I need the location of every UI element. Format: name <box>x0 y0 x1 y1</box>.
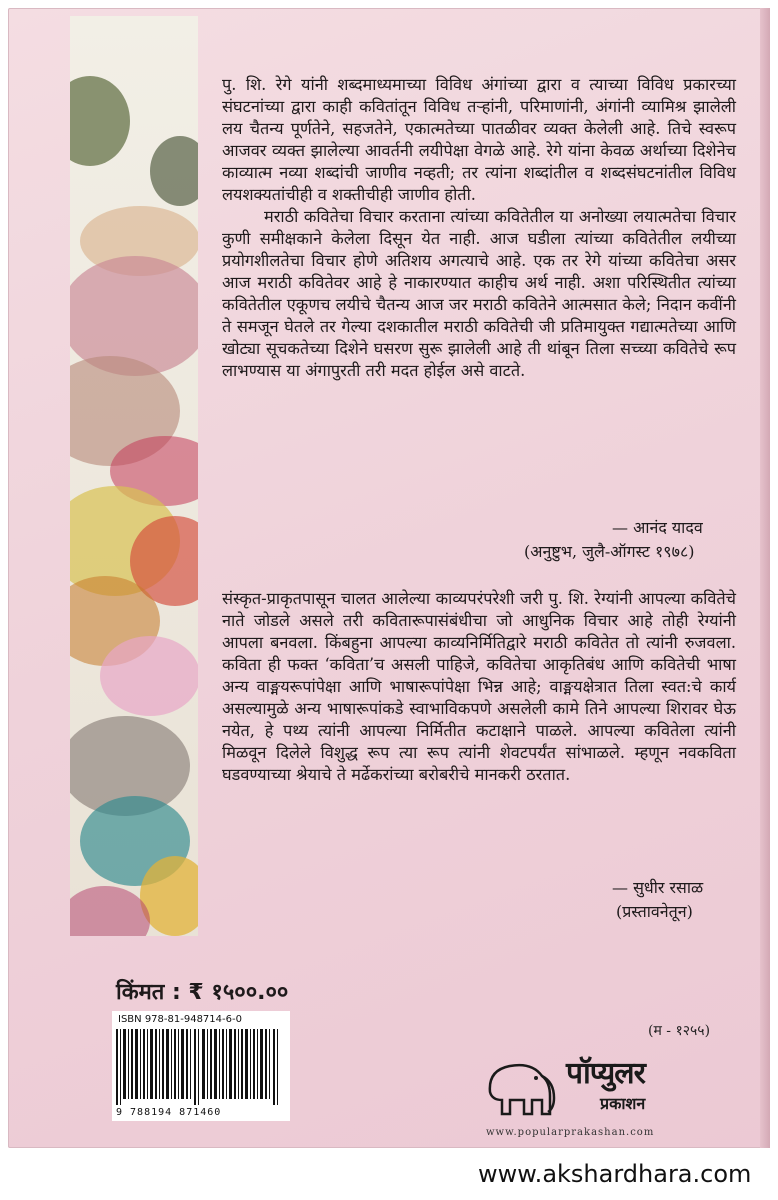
review-2-paragraph-1: संस्कृत-प्राकृतपासून चालत आलेल्या काव्यपरंपरेशी जरी पु. शि. रेग्यांनी आपल्या कवितेचे नाते जोडले असले तरी कवितारूपासंबंधीचा जो आधुनिक विचार आहे तोही रेग्यांनी आपला बनवला. किंबहुना आपल्या काव्यनिर्मितिद्वारे मराठी कवितेत तो त्यांनी रुजवला. कविता ही फक्त ‘कविता’च असली पाहिजे, कवितेचा आकृतिबंध आणि कवितेची भाषा अन्य वाङ्मयरूपांपेक्षा आणि भाषारूपांपेक्षा भिन्न आहे; वाङ्मयक्षेत्रात तिला स्वत:चे कार्य असल्यामुळे अन्य भाषारूपांकडे स्वाभाविकपणे असलेली कामे तिने आपल्या शिरावर घेऊ नयेत, हे पथ्य त्यांनी आपल्या निर्मितीत कटाक्षाने पाळले. आपल्या कवितेला त्यांनी मिळवून दिलेले विशुद्ध रूप त्या रूप त्यांनी शेवटपर्यंत सांभाळले. म्हणून नवकविता घडवण्याच्या श्रेयाचे ते मर्ढेकरांच्या बरोबरीचे मानकरी ठरतात. <box>222 589 736 784</box>
isbn-barcode <box>112 1011 290 1121</box>
watercolor-art-strip <box>70 16 198 936</box>
isbn-text: ISBN 978-81-948714-6-0 <box>118 1014 242 1025</box>
review-passage-1 <box>222 74 736 382</box>
publisher-url[interactable]: www.popularprakashan.com <box>486 1127 655 1138</box>
elephant-logo-icon <box>480 1052 558 1120</box>
barcode-digits: 9 788194 871460 <box>116 1107 222 1118</box>
publisher-sub: प्रकाशन <box>600 1094 646 1113</box>
barcode-icon <box>116 1029 286 1105</box>
publisher-name: पॉप्युलर <box>566 1056 645 1091</box>
spine-edge <box>760 8 770 1148</box>
price-label: किंमत : ₹ १५००.०० <box>116 980 289 1005</box>
review-2-author: — सुधीर रसाळ <box>612 878 704 897</box>
review-1-paragraph-1: पु. शि. रेगे यांनी शब्दमाध्यमाच्या विविध अंगांच्या द्वारा व त्याच्या विविध प्रकारच्या संघटनांच्या द्वारा काही कवितांतून विविध तऱ्हांनी, परिमाणांनी, अंगांनी व्यामिश्र झालेली लय चैतन्य पूर्णतेने, सहजतेने, एकात्मतेच्या पातळीवर व्यक्त केलेली आहे. तिचे स्वरूप आजवर व्यक्त झालेल्या आवर्तनी लयीपेक्षा वेगळे आहे. रेगे यांना केवळ अर्थाच्या दिशेनेच काव्यात्म नव्या शब्दांची जाणीव नव्हती; तर त्यांना शब्दांतील व शब्दसंघटनांतील विविध लयशक्यतांचीही व शक्तीचीही जाणीव होती. <box>222 75 736 204</box>
review-2-source: (प्रस्तावनेतून) <box>616 902 693 921</box>
watermark-url: www.akshardhara.com <box>478 1160 752 1188</box>
review-1-paragraph-2: मराठी कवितेचा विचार करताना त्यांच्या कवितेतील या अनोख्या लयात्मतेचा विचार कुणी समीक्षकाने केलेला दिसून येत नाही. आज घडीला त्यांच्या कवितेतील लयीच्या प्रयोगशीलतेचा विचार होणे अतिशय अगत्याचे आहे. एक तर रेगे यांच्या कवितेचा असर आज मराठी कवितेवर आहे हे नाकारण्यात काहीच अर्थ नाही. अशा परिस्थितीत त्यांच्या कवितेतील एकूणच लयीचे चैतन्य आज जर मराठी कवितेने आत्मसात केले; निदान कवींनी ते समजून घेतले तर गेल्या दशकातील मराठी कवितेची जी प्रतिमायुक्त गद्यात्मतेच्या आणि खोट्या सूचकतेच्या दिशेने घसरण सुरू झालेली आहे ती थांबून तिला सच्च्या कवितेचे रूप लाभण्यास या अंगापुरती तरी मदत होईल असे वाटते. <box>222 207 736 380</box>
review-1-author: — आनंद यादव <box>612 518 703 537</box>
review-passage-2 <box>222 588 736 786</box>
back-cover <box>8 8 770 1148</box>
review-1-source: (अनुष्टुभ, जुलै-ऑगस्ट १९७८) <box>524 542 695 561</box>
book-code: (म - १२५५) <box>648 1023 711 1039</box>
